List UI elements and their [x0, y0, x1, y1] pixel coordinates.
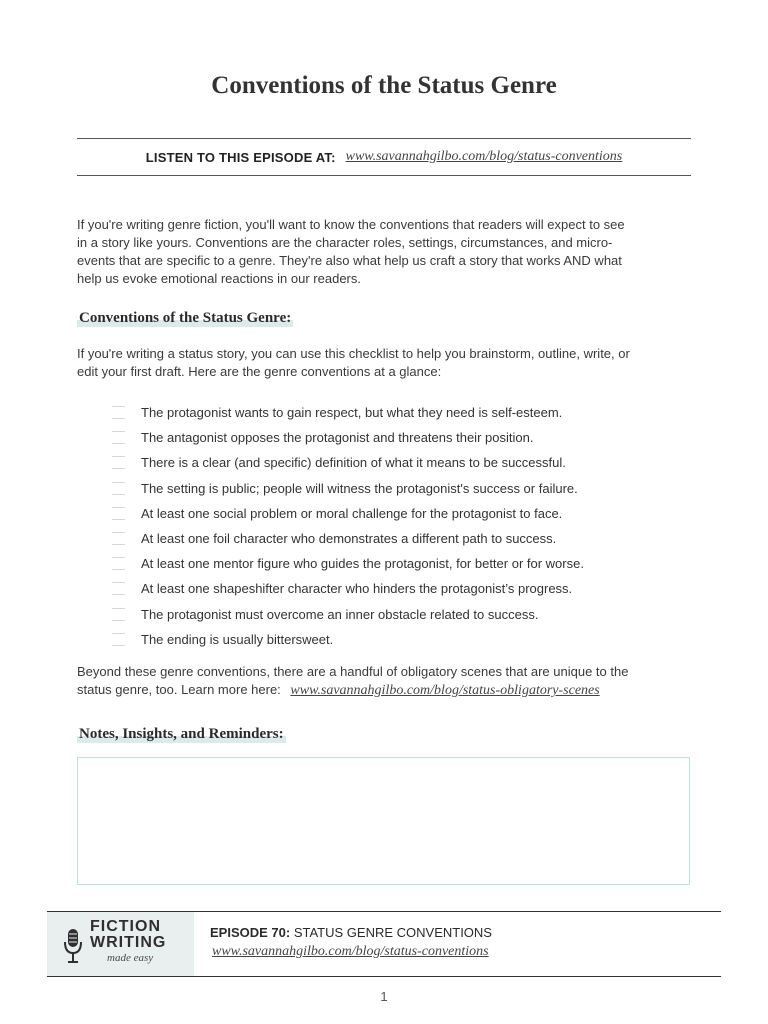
checklist-item[interactable] — [112, 526, 712, 551]
checklist-item-label: At least one shapeshifter character who hinders the protagonist’s progress. — [141, 581, 573, 597]
checklist-intro — [77, 345, 695, 381]
episode-title — [210, 925, 492, 940]
checklist-item-label: The protagonist must overcome an inner obstacle related to success. — [141, 606, 539, 622]
checklist-item[interactable] — [112, 425, 712, 450]
beyond-line — [77, 681, 695, 700]
top-divider — [77, 138, 691, 139]
intro-line: events that are specific to a genre. They're also what help us craft a story that works AND what — [77, 253, 622, 268]
checkbox[interactable] — [112, 557, 125, 570]
checkbox[interactable] — [112, 456, 125, 469]
checklist-item-label: The protagonist wants to gain respect, but what they need is self-esteem. — [141, 405, 563, 421]
notes-box[interactable] — [77, 757, 690, 885]
checklist-item-label: At least one foil character who demonstrates a different path to success. — [141, 531, 557, 547]
checklist-item-label: At least one mentor figure who guides the protagonist, for better or for worse. — [141, 556, 584, 572]
checklist-intro-line: edit your first draft. Here are the genre conventions at a glance: — [77, 364, 442, 379]
logo-text-writing: WRITING — [90, 934, 167, 951]
checklist-item-label: The ending is usually bittersweet. — [141, 631, 334, 647]
beyond-line-prefix: status genre, too. Learn more here: — [77, 682, 281, 697]
logo-text-made-easy: made easy — [107, 952, 154, 964]
checkbox[interactable] — [112, 507, 125, 520]
conventions-heading: Conventions of the Status Genre: — [79, 310, 292, 326]
beyond-paragraph — [77, 663, 695, 700]
checklist-item[interactable] — [112, 551, 712, 576]
checkbox[interactable] — [112, 608, 125, 621]
checklist-item[interactable] — [112, 501, 712, 526]
intro-line: help us evoke emotional reactions in our readers. — [77, 271, 361, 286]
checklist-item[interactable] — [112, 450, 712, 475]
listen-row — [77, 140, 691, 174]
episode-link[interactable]: www.savannahgilbo.com/blog/status-conventions — [345, 149, 623, 164]
checklist-item-label: At least one social problem or moral challenge for the protagonist to face. — [141, 505, 563, 521]
page-number: 1 — [380, 989, 388, 1004]
checkbox[interactable] — [112, 482, 125, 495]
checklist-item-label: The antagonist opposes the protagonist and threatens their position. — [141, 430, 534, 446]
checklist-item-label: There is a clear (and specific) definition of what it means to be successful. — [141, 455, 566, 471]
checklist-item-label: The setting is public; people will witness the protagonist's success or failure. — [141, 480, 578, 496]
obligatory-scenes-link[interactable]: www.savannahgilbo.com/blog/status-obligatory-scenes — [290, 683, 600, 698]
checklist-item[interactable] — [112, 627, 712, 652]
intro-line: in a story like yours. Conventions are the character roles, settings, circumstances, and micro- — [77, 235, 613, 250]
checklist-item[interactable] — [112, 476, 712, 501]
footer-bottom-divider — [47, 976, 721, 977]
checkbox[interactable] — [112, 582, 125, 595]
logo-text-fiction: FICTION — [90, 918, 161, 935]
intro-line: If you're writing genre fiction, you'll want to know the conventions that readers will expect to see — [77, 217, 625, 232]
checklist-item[interactable] — [112, 400, 712, 425]
checklist-item[interactable] — [112, 576, 712, 601]
page-title: Conventions of the Status Genre — [211, 72, 557, 99]
episode-name: STATUS GENRE CONVENTIONS — [293, 925, 492, 940]
checkbox[interactable] — [112, 406, 125, 419]
checkbox[interactable] — [112, 532, 125, 545]
footer-episode-link[interactable]: www.savannahgilbo.com/blog/status-conventions — [212, 944, 489, 959]
conventions-checklist — [112, 400, 712, 652]
listen-label: LISTEN TO THIS EPISODE AT: — [145, 149, 336, 165]
checklist-item[interactable] — [112, 602, 712, 627]
fiction-writing-logo — [47, 912, 194, 976]
beyond-line: Beyond these genre conventions, there are a handful of obligatory scenes that are unique to the — [77, 664, 629, 679]
checkbox[interactable] — [112, 633, 125, 646]
checkbox[interactable] — [112, 431, 125, 444]
checklist-intro-line: If you're writing a status story, you can use this checklist to help you brainstorm, outline, write, or — [77, 346, 630, 361]
listen-bottom-divider — [77, 175, 691, 176]
intro-paragraph — [77, 216, 695, 288]
microphone-icon — [63, 928, 83, 964]
episode-label: EPISODE 70: — [210, 925, 291, 940]
notes-heading: Notes, Insights, and Reminders: — [79, 726, 284, 742]
